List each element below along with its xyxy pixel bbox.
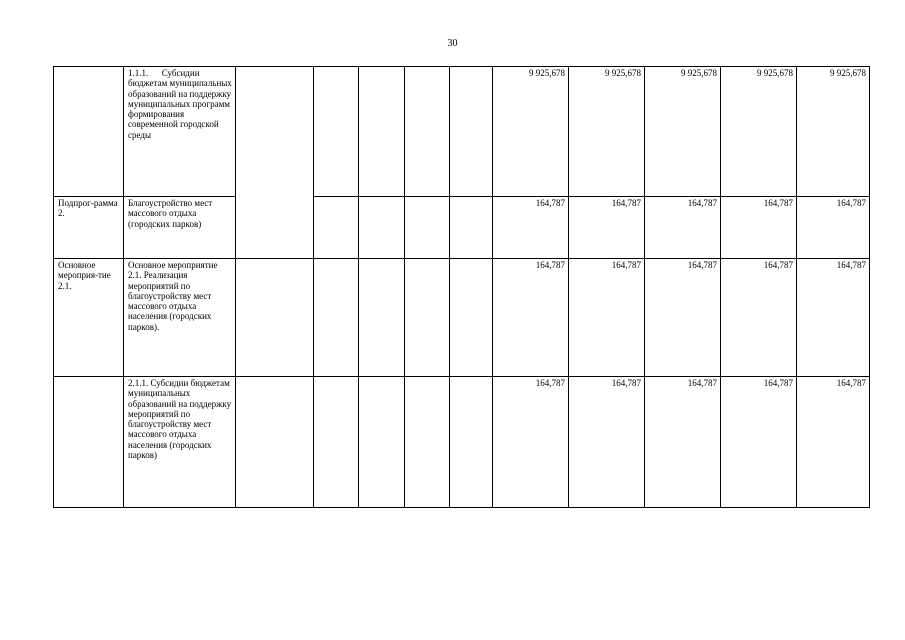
row-name-cell: Основное мероприятие 2.1. Реализация мероприятий по благоустройству мест массового отдыха населения (городских парков).: [124, 259, 236, 377]
value-cell: 164,787: [569, 259, 645, 377]
row-label-cell: Подпрог-рамма 2.: [54, 197, 124, 259]
value-cell: 164,787: [493, 197, 569, 259]
budget-table: [53, 66, 870, 508]
empty-cell: [405, 259, 450, 377]
empty-cell: [450, 67, 493, 197]
empty-cell: [359, 259, 405, 377]
value-cell: 164,787: [569, 197, 645, 259]
row-label-cell: [54, 67, 124, 197]
value-cell: 164,787: [797, 197, 870, 259]
value-cell: 164,787: [493, 259, 569, 377]
table-row: [54, 377, 870, 508]
value-cell: 164,787: [645, 377, 721, 508]
empty-cell: [236, 259, 314, 377]
row-label-cell: [54, 377, 124, 508]
value-cell: 9 925,678: [493, 67, 569, 197]
empty-cell: [359, 377, 405, 508]
value-cell: 9 925,678: [645, 67, 721, 197]
value-cell: 164,787: [721, 377, 797, 508]
empty-cell: [314, 197, 359, 259]
value-cell: 164,787: [721, 197, 797, 259]
row-name-cell: 2.1.1. Субсидии бюджетам муниципальных образований на поддержку мероприятий по благоустройству мест массового отдыха населения (городских парков): [124, 377, 236, 508]
value-cell: 164,787: [645, 259, 721, 377]
page-number: 30: [447, 38, 458, 49]
row-name-cell: 1.1.1. Субсидии бюджетам муниципальных образований на поддержку муниципальных программ формирования современной городской среды: [124, 67, 236, 197]
empty-cell: [236, 377, 314, 508]
empty-cell: [405, 377, 450, 508]
empty-cell: [236, 67, 314, 259]
empty-cell: [359, 67, 405, 197]
row-name-cell: Благоустройство мест массового отдыха (городских парков): [124, 197, 236, 259]
empty-cell: [314, 377, 359, 508]
empty-cell: [450, 197, 493, 259]
table-row: [54, 67, 870, 197]
value-cell: 164,787: [797, 259, 870, 377]
empty-cell: [450, 377, 493, 508]
value-cell: 164,787: [569, 377, 645, 508]
value-cell: 9 925,678: [721, 67, 797, 197]
empty-cell: [359, 197, 405, 259]
empty-cell: [314, 67, 359, 197]
value-cell: 9 925,678: [569, 67, 645, 197]
value-cell: 164,787: [645, 197, 721, 259]
value-cell: 164,787: [797, 377, 870, 508]
table-row: [54, 259, 870, 377]
value-cell: 9 925,678: [797, 67, 870, 197]
row-label-cell: Основное мероприя-тие 2.1.: [54, 259, 124, 377]
empty-cell: [405, 197, 450, 259]
empty-cell: [314, 259, 359, 377]
value-cell: 164,787: [493, 377, 569, 508]
empty-cell: [450, 259, 493, 377]
empty-cell: [405, 67, 450, 197]
value-cell: 164,787: [721, 259, 797, 377]
table-row: [54, 197, 870, 259]
